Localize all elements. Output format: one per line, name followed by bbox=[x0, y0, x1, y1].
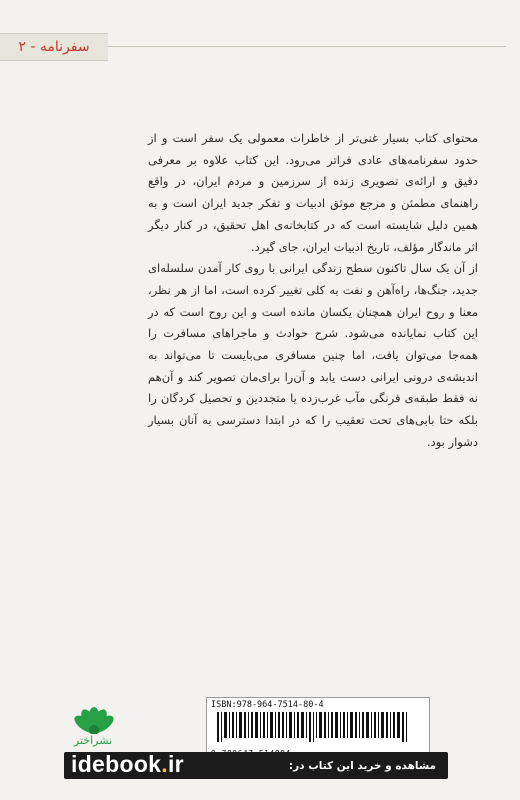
idebook-logo[interactable] bbox=[71, 751, 184, 778]
isbn-label: ISBN:978-964-7514-80-4 bbox=[211, 700, 324, 710]
blurb-paragraph-1: محتوای کتاب بسیار غنی‌تر از خاطرات معمولی یک سفر است و از حدود سفرنامه‌های عادی فراتر می‌رود. این کتاب علاوه بر معرفی دقیق و ارائه‌ی تصویری زنده از سرزمین و مردم ایران، در واقع راهنمای مطمئن و مرجع موثق ادبیات و تفکر جدید ایران است و به همین دلیل شایسته است که در کتابخانه‌ی اهل تحقیق، در کنار دیگر اثر ماندگار مؤلف، تاریخ ادبیات ایران، جای گیرد. bbox=[148, 131, 478, 254]
brand-tld: ir bbox=[167, 751, 184, 777]
brand-dot: . bbox=[161, 751, 168, 777]
back-cover-blurb bbox=[148, 128, 478, 454]
header-rule bbox=[108, 46, 506, 47]
barcode-icon bbox=[213, 712, 423, 742]
publisher-logo-icon bbox=[64, 684, 124, 734]
blurb-paragraph-2: از آن یک سال تاکنون سطح زندگی ایرانی با روی کار آمدن سلسله‌ای جدید، جنگ‌ها، راه‌آهن و نفت به کلی تغییر کرده است، اما از هر نظر، معنا و روح ایران همچنان یکسان مانده است و این روح است که در این کتاب نمایانده می‌شود. شرح حوادث و ماجراهای مسافرت را همه‌جا می‌توان یافت، اما چنین مسافری می‌بایست تا می‌تواند به اندیشه‌ی درونی ایرانی دست یابد و آن‌را برای‌مان تصویر کند و آن‌هم نه فقط طبقه‌ی فرنگی مآب غرب‌زده یا متجددین و تحصیل کردگان را بلکه حتا بابی‌های تحت تعقیب را که در ابتدا دسترسی به آنان بسیار دشوار بود. bbox=[148, 261, 478, 449]
brand-name: idebook bbox=[71, 751, 162, 777]
watermark-banner-text[interactable]: مشاهده و خرید این کتاب در: bbox=[288, 760, 436, 772]
publisher-name: نشراختر bbox=[73, 734, 113, 747]
series-title: سفرنامه - ۲ bbox=[0, 33, 108, 61]
